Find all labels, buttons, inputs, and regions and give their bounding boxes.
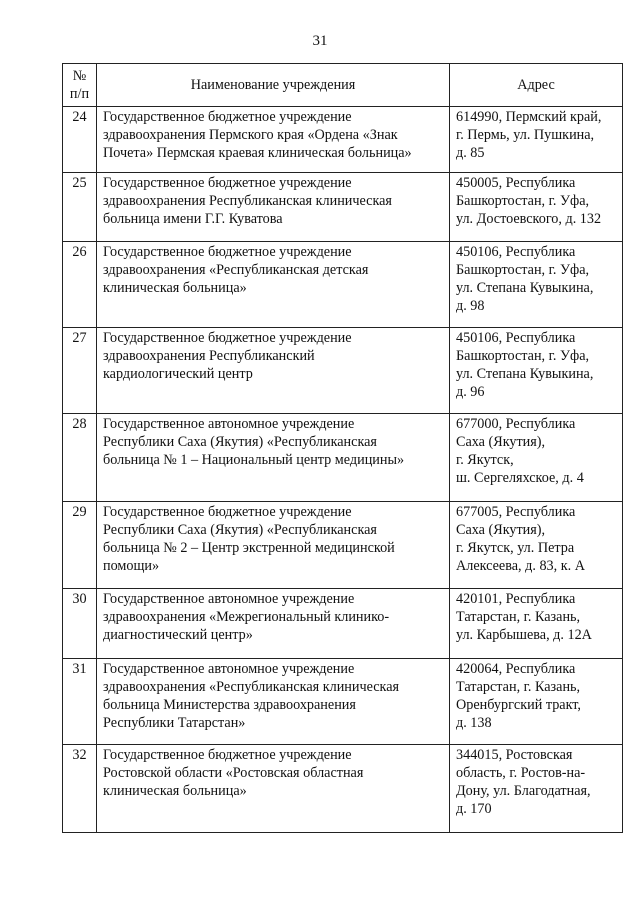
institution-address-line: г. Якутск, ул. Петра [456, 540, 575, 556]
institution-address-line: 420064, Республика [456, 661, 576, 677]
institution-address-line: д. 85 [456, 145, 485, 161]
institution-address-line: д. 98 [456, 298, 485, 314]
institution-name-line: больница имени Г.Г. Куватова [103, 211, 283, 227]
institution-address-line: Дону, ул. Благодатная, [456, 783, 591, 799]
institution-name-line: кардиологический центр [103, 366, 253, 382]
institution-name-line: больница Министерства здравоохранения [103, 697, 356, 713]
table-row [63, 745, 623, 833]
institution-name-line: здравоохранения Пермского края «Ордена «Знак [103, 127, 398, 143]
institution-address [450, 589, 623, 659]
institution-address-line: ул. Степана Кувыкина, [456, 280, 594, 296]
institution-address-line: 450106, Республика [456, 244, 576, 260]
row-number: 29 [63, 502, 97, 589]
institution-address-line: д. 170 [456, 801, 492, 817]
institution-name-line: клиническая больница» [103, 783, 247, 799]
row-number: 26 [63, 242, 97, 328]
institution-address-line: Башкортостан, г. Уфа, [456, 348, 590, 364]
institution-name-line: диагностический центр» [103, 627, 253, 643]
institution-address-line: 344015, Ростовская [456, 747, 573, 763]
institution-address [450, 414, 623, 502]
row-number: 32 [63, 745, 97, 833]
institution-name-line: Государственное автономное учреждение [103, 661, 355, 677]
row-number: 25 [63, 173, 97, 242]
header-number-line: № [72, 68, 87, 84]
institution-address-line: д. 96 [456, 384, 485, 400]
institution-name-line: Почета» Пермская краевая клиническая больница» [103, 145, 412, 161]
institution-name-line: больница № 1 – Национальный центр медицины» [103, 452, 405, 468]
row-number: 30 [63, 589, 97, 659]
institution-address-line: 614990, Пермский край, [456, 109, 602, 125]
institution-address-line: Саха (Якутия), [456, 434, 546, 450]
institution-name-line: Государственное бюджетное учреждение [103, 330, 352, 346]
header-address: Адрес [450, 64, 623, 107]
institution-name [97, 242, 450, 328]
institution-address-line: 420101, Республика [456, 591, 576, 607]
institution-name-line: Государственное автономное учреждение [103, 416, 355, 432]
table-row [63, 502, 623, 589]
institution-name-line: Ростовской области «Ростовская областная [103, 765, 364, 781]
table-row [63, 328, 623, 414]
institution-address [450, 328, 623, 414]
table-row [63, 242, 623, 328]
institution-address-line: 677005, Республика [456, 504, 576, 520]
institution-address-line: Татарстан, г. Казань, [456, 679, 581, 695]
institutions-table [62, 63, 623, 833]
institution-name-line: Государственное бюджетное учреждение [103, 747, 352, 763]
institution-address [450, 502, 623, 589]
institution-name-line: Государственное бюджетное учреждение [103, 504, 352, 520]
institution-address-line: Башкортостан, г. Уфа, [456, 193, 590, 209]
table-row [63, 173, 623, 242]
institution-address-line: ул. Достоевского, д. 132 [456, 211, 602, 227]
institution-name [97, 414, 450, 502]
institution-name-line: Республики Саха (Якутия) «Республиканская [103, 434, 377, 450]
row-number: 28 [63, 414, 97, 502]
institution-address [450, 107, 623, 173]
institution-name [97, 328, 450, 414]
row-number: 31 [63, 659, 97, 745]
page-number: 31 [312, 33, 328, 49]
institution-address-line: 450005, Республика [456, 175, 576, 191]
institution-address-line: Оренбургский тракт, [456, 697, 581, 713]
institution-name-line: Республики Татарстан» [103, 715, 246, 731]
institution-name-line: помощи» [103, 558, 160, 574]
institution-address-line: д. 138 [456, 715, 492, 731]
institution-name-line: здравоохранения «Межрегиональный клинико- [103, 609, 390, 625]
institution-name-line: здравоохранения Республиканская клиническая [103, 193, 392, 209]
row-number: 27 [63, 328, 97, 414]
table-row [63, 659, 623, 745]
header-number [63, 64, 97, 107]
institution-address-line: Алексеева, д. 83, к. А [456, 558, 585, 574]
institution-address [450, 745, 623, 833]
institution-name [97, 502, 450, 589]
institution-name-line: Республики Саха (Якутия) «Республиканская [103, 522, 377, 538]
header-number-line: п/п [69, 86, 90, 102]
institution-address-line: ул. Степана Кувыкина, [456, 366, 594, 382]
institution-address [450, 173, 623, 242]
institution-name-line: здравоохранения «Республиканская детская [103, 262, 369, 278]
institution-name-line: Государственное автономное учреждение [103, 591, 355, 607]
institution-name-line: больница № 2 – Центр экстренной медицинской [103, 540, 395, 556]
institution-name-line: Государственное бюджетное учреждение [103, 244, 352, 260]
institution-name [97, 107, 450, 173]
institution-address-line: Саха (Якутия), [456, 522, 546, 538]
institution-address [450, 242, 623, 328]
institution-name-line: клиническая больница» [103, 280, 247, 296]
institution-address-line: ул. Карбышева, д. 12А [456, 627, 592, 643]
institution-address-line: 677000, Республика [456, 416, 576, 432]
table-body [63, 107, 623, 833]
institution-name [97, 173, 450, 242]
institution-address-line: г. Пермь, ул. Пушкина, [456, 127, 595, 143]
institution-address [450, 659, 623, 745]
institution-name-line: Государственное бюджетное учреждение [103, 109, 352, 125]
institution-name-line: здравоохранения «Республиканская клиническая [103, 679, 400, 695]
institution-address-line: 450106, Республика [456, 330, 576, 346]
institution-name [97, 745, 450, 833]
institution-name [97, 589, 450, 659]
institution-address-line: область, г. Ростов-на- [456, 765, 586, 781]
institution-address-line: г. Якутск, [456, 452, 514, 468]
institution-address-line: ш. Сергеляхское, д. 4 [456, 470, 584, 486]
institution-address-line: Башкортостан, г. Уфа, [456, 262, 590, 278]
institution-address-line: Татарстан, г. Казань, [456, 609, 581, 625]
table-row [63, 107, 623, 173]
row-number: 24 [63, 107, 97, 173]
institution-name-line: здравоохранения Республиканский [103, 348, 315, 364]
table-header-row [63, 64, 623, 107]
table-row [63, 589, 623, 659]
table-row [63, 414, 623, 502]
institution-name [97, 659, 450, 745]
header-name: Наименование учреждения [97, 64, 450, 107]
institution-name-line: Государственное бюджетное учреждение [103, 175, 352, 191]
